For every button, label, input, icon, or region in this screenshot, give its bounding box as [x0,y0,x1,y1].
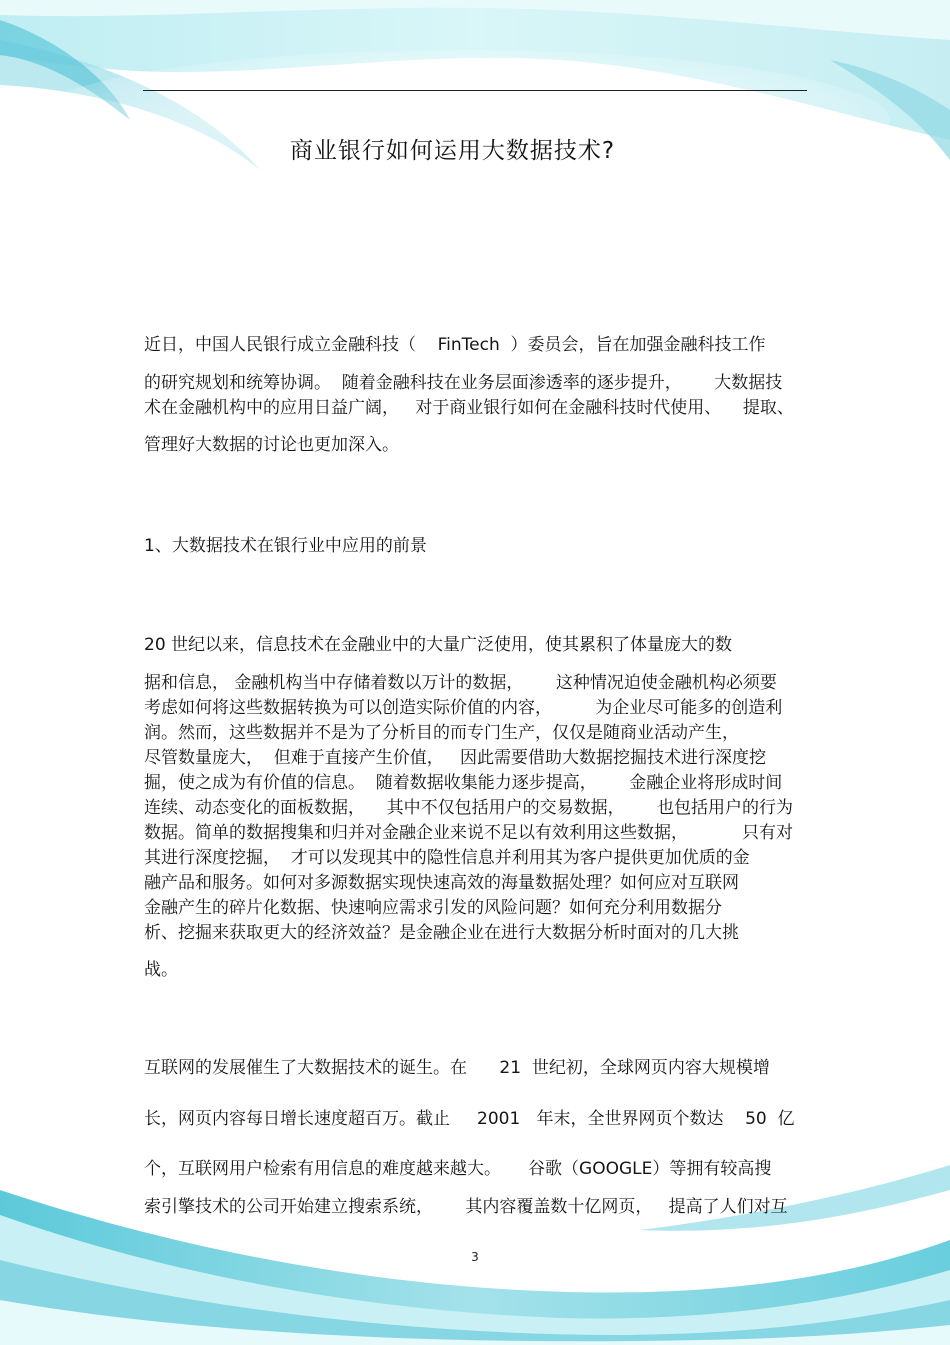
paragraph-line: 金融产生的碎片化数据、快速响应需求引发的风险问题？如何充分利用数据分 [144,898,722,918]
paragraph-line: 融产品和服务。如何对多源数据实现快速高效的海量数据处理？如何应对互联网 [144,873,739,893]
paragraph-line: 近日，中国人民银行成立金融科技（ FinTech ）委员会，旨在加强金融科技工作 [144,335,766,355]
section-heading: 1、大数据技术在银行业中应用的前景 [144,536,427,556]
paragraph-line: 20 世纪以来，信息技术在金融业中的大量广泛使用，使其累积了体量庞大的数 [144,635,733,655]
paragraph-line: 数据。简单的数据搜集和归并对金融企业来说不足以有效利用这些数据， 只有对 [144,823,794,843]
paragraph-line: 索引擎技术的公司开始建立搜索系统， 其内容覆盖数十亿网页， 提高了人们对互 [144,1197,788,1217]
paragraph-line: 尽管数量庞大， 但难于直接产生价值， 因此需要借助大数据挖掘技术进行深度挖 [144,748,767,768]
paragraph-line: 管理好大数据的讨论也更加深入。 [144,435,399,455]
paragraph-line: 连续、动态变化的面板数据， 其中不仅包括用户的交易数据， 也包括用户的行为 [144,798,794,818]
paragraph-line: 个，互联网用户检索有用信息的难度越来越大。 谷歌（GOOGLE）等拥有较高搜 [144,1159,772,1179]
page-number: 3 [471,1250,479,1264]
header-rule [143,90,807,91]
paragraph-line: 战。 [144,960,178,980]
paragraph-line: 其进行深度挖掘， 才可以发现其中的隐性信息并利用其为客户提供更加优质的金 [144,848,750,868]
paragraph-line: 互联网的发展催生了大数据技术的诞生。在 21 世纪初，全球网页内容大规模增 [144,1058,770,1078]
paragraph-line: 据和信息， 金融机构当中存储着数以万计的数据， 这种情况迫使金融机构必须要 [144,673,777,693]
paragraph-line: 考虑如何将这些数据转换为可以创造实际价值的内容， 为企业尽可能多的创造利 [144,698,783,718]
paragraph-line: 析、挖掘来获取更大的经济效益？是金融企业在进行大数据分析时面对的几大挑 [144,923,739,943]
paragraph-line: 长，网页内容每日增长速度超百万。截止 2001 年末，全世界网页个数达 50 亿 [144,1109,795,1129]
document-title: 商业银行如何运用大数据技术? [289,138,616,164]
paragraph-line: 的研究规划和统筹协调。 随着金融科技在业务层面渗透率的逐步提升， 大数据技 [144,373,783,393]
paragraph-line: 润。然而，这些数据并不是为了分析目的而专门生产，仅仅是随商业活动产生， [144,723,739,743]
paragraph-line: 掘，使之成为有价值的信息。 随着数据收集能力逐步提高， 金融企业将形成时间 [144,773,783,793]
paragraph-line: 术在金融机构中的应用日益广阔， 对于商业银行如何在金融科技时代使用、 提取、 [144,398,794,418]
